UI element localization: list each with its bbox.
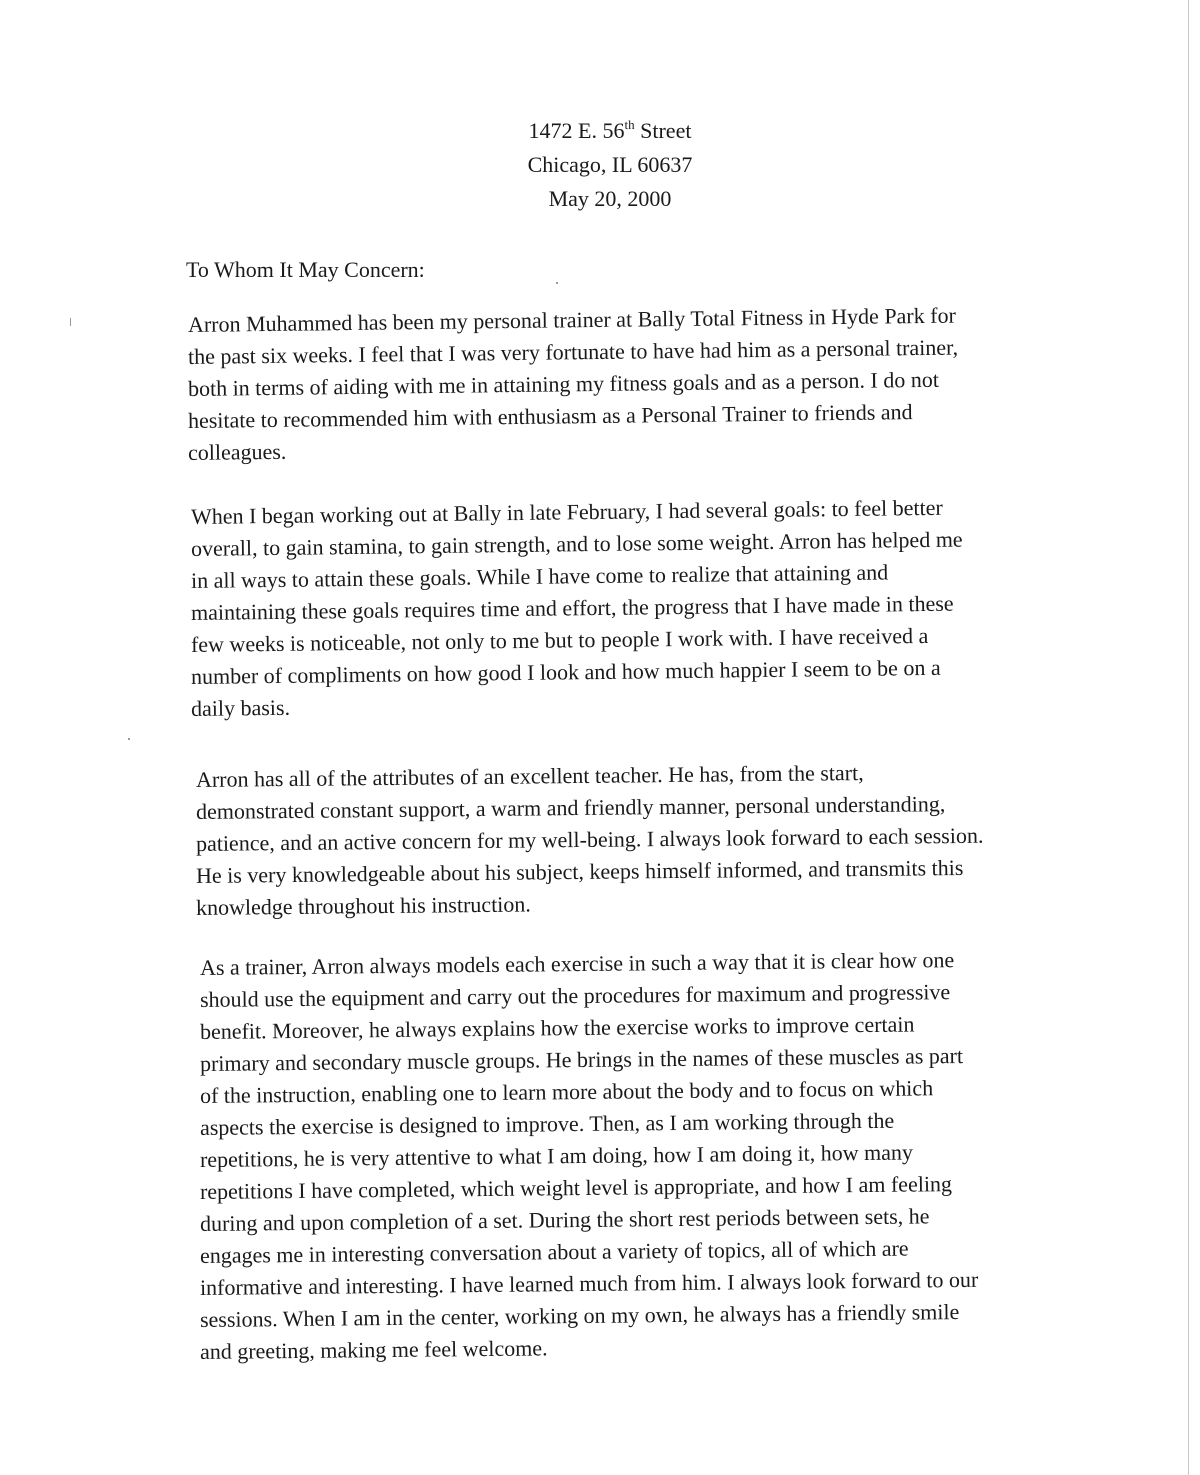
paragraph-3 [195, 760, 1066, 924]
paragraph-line: When I began working out at Bally in late February, I had several goals: to feel better [190, 494, 943, 529]
street-name: Street [634, 118, 692, 143]
city-state-zip: Chicago, IL 60637 [527, 152, 693, 177]
paragraph-line: sessions. When I am in the center, working on my own, he always has a friendly smile [199, 1299, 960, 1332]
letter-date: May 20, 2000 [548, 186, 672, 211]
paragraph-line: He is very knowledgeable about his subject, keeps himself informed, and transmits this [195, 854, 964, 888]
paragraph-line: in all ways to attain these goals. While I have come to realize that attaining and [190, 559, 889, 593]
scan-speck [128, 738, 130, 740]
paragraph-line: hesitate to recommended him with enthusiasm as a Personal Trainer to friends and [187, 399, 913, 433]
paragraph-line: Arron Muhammed has been my personal trainer at Bally Total Fitness in Hyde Park for [187, 302, 956, 337]
street-address [460, 114, 760, 148]
paragraph-line: As a trainer, Arron always models each exercise in such a way that it is clear how one [199, 947, 955, 980]
paragraph-line: overall, to gain stamina, to gain strength, and to lose some weight. Arron has helped me [190, 526, 963, 561]
paragraph-line: number of compliments on how good I look and how much happier I seem to be on a [190, 654, 941, 689]
paragraph-1 [187, 302, 1058, 469]
paragraph-line: benefit. Moreover, he always explains how the exercise works to improve certain [199, 1011, 915, 1044]
paragraph-line: knowledge throughout his instruction. [195, 891, 531, 920]
paragraph-line: informative and interesting. I have learned much from him. I always look forward to our [199, 1266, 979, 1300]
scan-edge-line [1188, 0, 1189, 1475]
paragraph-line: primary and secondary muscle groups. He brings in the names of these muscles as part [199, 1043, 964, 1076]
scan-speck [70, 318, 71, 326]
paragraph-line: few weeks is noticeable, not only to me but to people I work with. I have received a [190, 622, 929, 657]
sender-address-block [460, 114, 760, 216]
paragraph-line: aspects the exercise is designed to improve. Then, as I am working through the [199, 1107, 895, 1140]
paragraph-line: daily basis. [190, 694, 291, 721]
ordinal-suffix: th [624, 117, 635, 132]
paragraph-line: during and upon completion of a set. During the short rest periods between sets, he [199, 1203, 930, 1236]
paragraph-line: engages me in interesting conversation about a variety of topics, all of which are [199, 1235, 909, 1268]
paragraph-line: of the instruction, enabling one to learn more about the body and to focus on which [199, 1075, 934, 1108]
paragraph-2 [190, 494, 1061, 725]
paragraph-line: and greeting, making me feel welcome. [199, 1335, 548, 1364]
salutation: To Whom It May Concern: [186, 257, 425, 282]
paragraph-line: patience, and an active concern for my well-being. I always look forward to each session. [195, 822, 984, 856]
paragraph-line: maintaining these goals requires time and effort, the progress that I have made in these [190, 590, 954, 625]
street-number: 1472 E. 56 [528, 118, 625, 143]
paragraph-line: the past six weeks. I feel that I was very fortunate to have had him as a personal trainer, [187, 334, 959, 369]
paragraph-line: both in terms of aiding with me in attaining my fitness goals and as a person. I do not [187, 366, 940, 401]
paragraph-line: should use the equipment and carry out the procedures for maximum and progressive [199, 979, 951, 1012]
scan-speck [556, 282, 558, 284]
paragraph-4 [199, 947, 1070, 1368]
paragraph-line: repetitions, he is very attentive to what I am doing, how I am doing it, how many [199, 1139, 914, 1172]
paragraph-line: repetitions I have completed, which weight level is appropriate, and how I am feeling [199, 1171, 953, 1204]
paragraph-line: demonstrated constant support, a warm and friendly manner, personal understanding, [195, 791, 946, 824]
paragraph-line: colleagues. [187, 438, 287, 465]
paragraph-line: Arron has all of the attributes of an excellent teacher. He has, from the start, [195, 760, 864, 792]
